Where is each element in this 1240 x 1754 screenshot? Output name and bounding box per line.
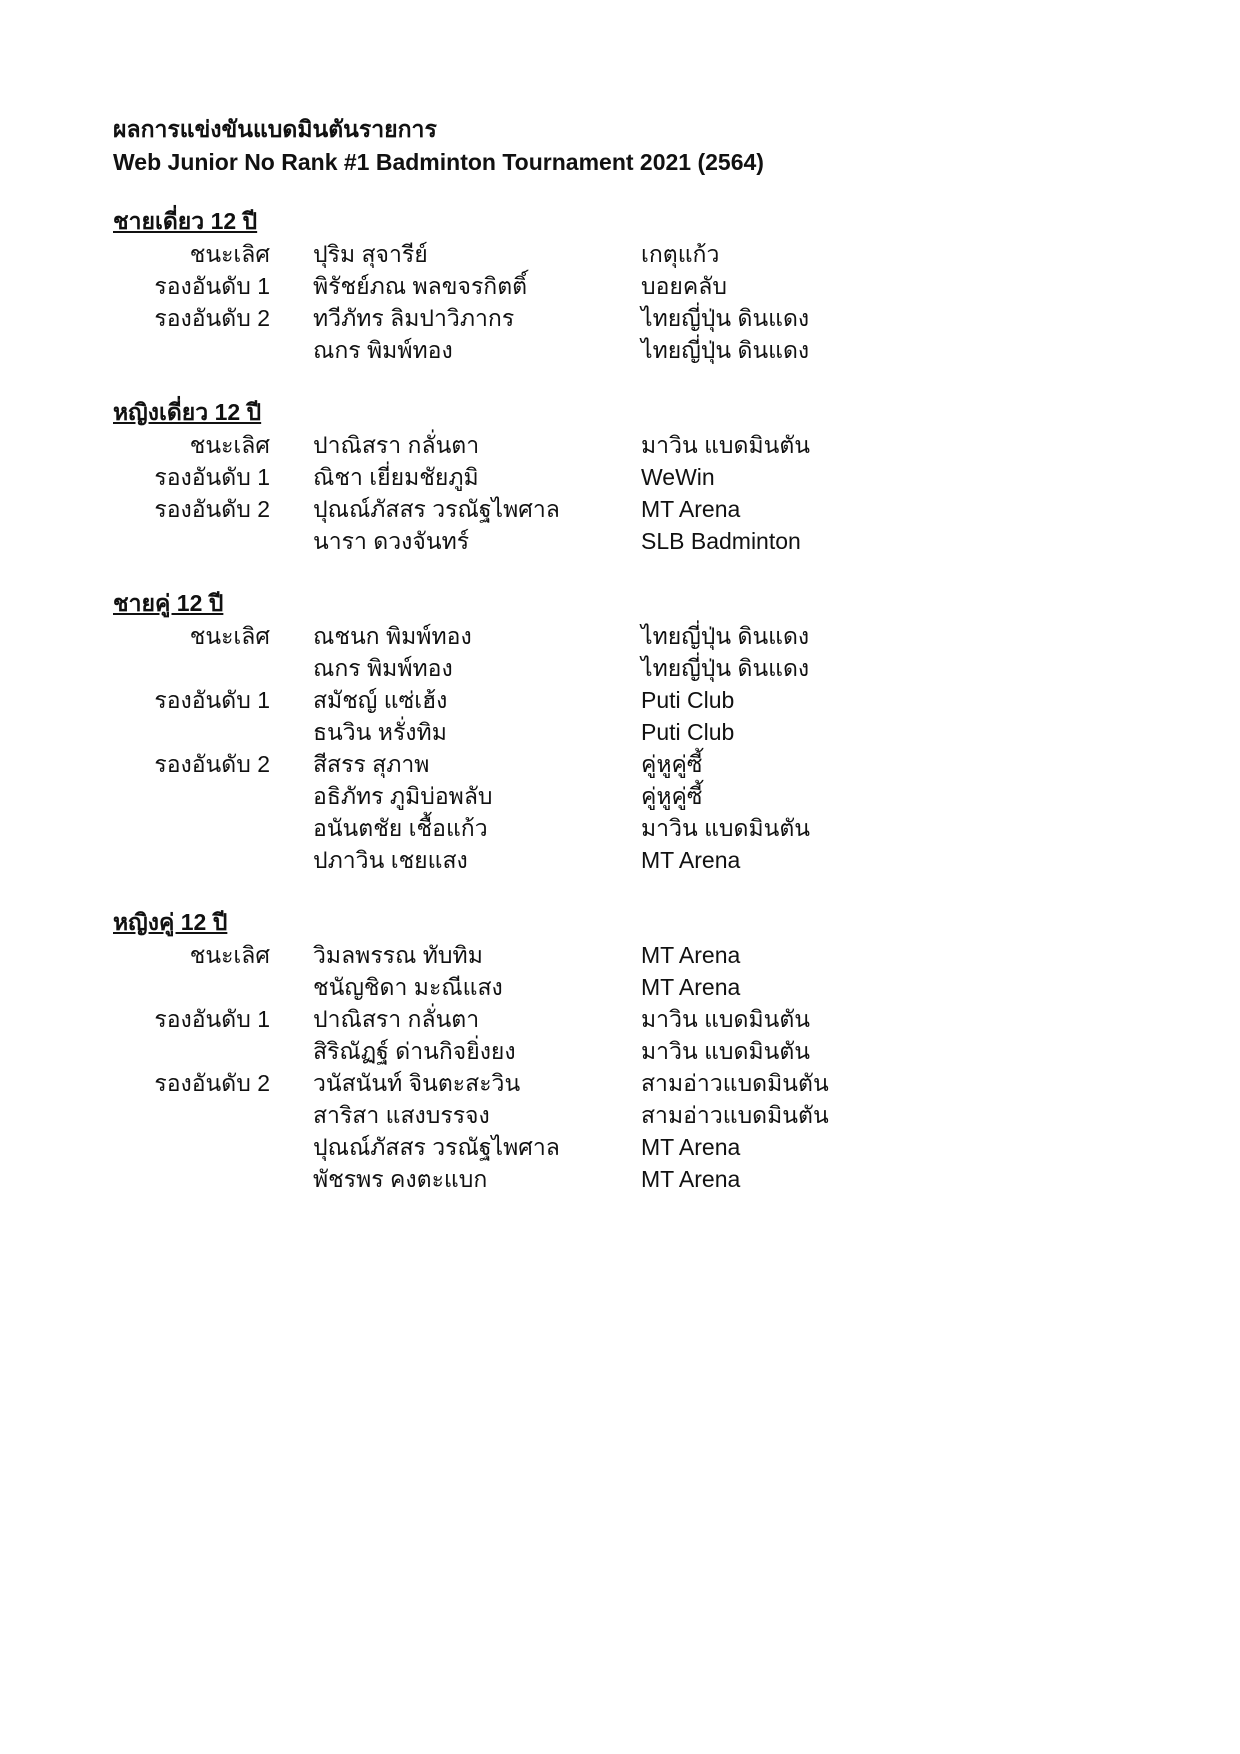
player-name: อธิภัทร ภูมิบ่อพลับ xyxy=(313,783,493,809)
player-name: ปภาวิน เชยแสง xyxy=(313,847,468,873)
result-row xyxy=(0,971,1240,1003)
club-name: Puti Club xyxy=(641,719,735,745)
result-row xyxy=(0,270,1240,302)
rank-label: รองอันดับ 2 xyxy=(154,496,270,522)
result-row xyxy=(0,302,1240,334)
result-row xyxy=(0,939,1240,971)
result-row xyxy=(0,1131,1240,1163)
club-name: ไทยญี่ปุ่น ดินแดง xyxy=(641,655,810,681)
club-name: เกตุแก้ว xyxy=(641,241,720,267)
result-row xyxy=(0,844,1240,876)
club-name: สามอ่าวแบดมินตัน xyxy=(641,1070,829,1096)
player-name: ณิชา เยี่ยมชัยภูมิ xyxy=(313,464,479,490)
club-name: MT Arena xyxy=(641,1166,741,1192)
player-name: ปุณณ์ภัสสร วรณัฐไพศาล xyxy=(313,496,560,522)
result-row xyxy=(0,461,1240,493)
rank-label: รองอันดับ 2 xyxy=(154,305,270,331)
result-row xyxy=(0,238,1240,270)
result-row xyxy=(0,1003,1240,1035)
club-name: ไทยญี่ปุ่น ดินแดง xyxy=(641,623,810,649)
club-name: คู่หูคู่ซี้ xyxy=(641,783,703,809)
rank-label: ชนะเลิศ xyxy=(189,241,270,267)
rank-label: รองอันดับ 2 xyxy=(154,751,270,777)
rank-label: รองอันดับ 1 xyxy=(154,1006,270,1032)
club-name: MT Arena xyxy=(641,847,741,873)
result-row xyxy=(0,1067,1240,1099)
club-name: ไทยญี่ปุ่น ดินแดง xyxy=(641,305,810,331)
player-name: ธนวิน หรั่งทิม xyxy=(313,719,447,745)
rank-label: รองอันดับ 2 xyxy=(154,1070,270,1096)
player-name: สาริสา แสงบรรจง xyxy=(313,1102,490,1128)
results-list xyxy=(0,429,1240,557)
club-name: มาวิน แบดมินตัน xyxy=(641,815,811,841)
player-name: นารา ดวงจันทร์ xyxy=(313,528,470,554)
results-list xyxy=(0,939,1240,1195)
player-name: ทวีภัทร ลิมปาวิภากร xyxy=(313,305,515,331)
player-name: สมัชญ์ แซ่เฮ้ง xyxy=(313,687,448,713)
result-row xyxy=(0,1163,1240,1195)
results-list xyxy=(0,620,1240,876)
club-name: มาวิน แบดมินตัน xyxy=(641,432,811,458)
player-name: ปุณณ์ภัสสร วรณัฐไพศาล xyxy=(313,1134,560,1160)
player-name: ปาณิสรา กลั่นตา xyxy=(313,1006,480,1032)
club-name: บอยคลับ xyxy=(641,273,727,299)
club-name: MT Arena xyxy=(641,1134,741,1160)
player-name: ณกร พิมพ์ทอง xyxy=(313,337,453,363)
player-name: ปาณิสรา กลั่นตา xyxy=(313,432,480,458)
section-heading: ชายเดี่ยว 12 ปี xyxy=(113,208,258,234)
player-name: อนันตชัย เชื้อแก้ว xyxy=(313,815,488,841)
result-row xyxy=(0,1035,1240,1067)
rank-label: รองอันดับ 1 xyxy=(154,464,270,490)
rank-label: รองอันดับ 1 xyxy=(154,687,270,713)
section-heading: หญิงคู่ 12 ปี xyxy=(113,909,228,935)
player-name: ณกร พิมพ์ทอง xyxy=(313,655,453,681)
club-name: MT Arena xyxy=(641,496,741,522)
result-row xyxy=(0,525,1240,557)
club-name: สามอ่าวแบดมินตัน xyxy=(641,1102,829,1128)
player-name: สิริณัฏฐ์ ด่านกิจยิ่งยง xyxy=(313,1038,516,1064)
section-heading: ชายคู่ 12 ปี xyxy=(113,590,224,616)
player-name: สีสรร สุภาพ xyxy=(313,751,430,777)
section-heading: หญิงเดี่ยว 12 ปี xyxy=(113,399,262,425)
club-name: คู่หูคู่ซี้ xyxy=(641,751,703,777)
rank-label: ชนะเลิศ xyxy=(189,942,270,968)
player-name: ปุริม สุจารีย์ xyxy=(313,241,428,267)
club-name: ไทยญี่ปุ่น ดินแดง xyxy=(641,337,810,363)
result-row xyxy=(0,1099,1240,1131)
player-name: ชนัญชิดา มะณีแสง xyxy=(313,974,503,1000)
result-row xyxy=(0,748,1240,780)
rank-label: ชนะเลิศ xyxy=(189,432,270,458)
results-list xyxy=(0,238,1240,366)
club-name: MT Arena xyxy=(641,974,741,1000)
document-title-thai: ผลการแข่งขันแบดมินตันรายการ xyxy=(113,116,437,142)
result-row xyxy=(0,812,1240,844)
player-name: พัชรพร คงตะแบก xyxy=(313,1166,488,1192)
result-row xyxy=(0,620,1240,652)
club-name: มาวิน แบดมินตัน xyxy=(641,1038,811,1064)
club-name: MT Arena xyxy=(641,942,741,968)
document-title-english: Web Junior No Rank #1 Badminton Tournament 2021 (2564) xyxy=(113,149,764,175)
club-name: SLB Badminton xyxy=(641,528,801,554)
player-name: วิมลพรรณ ทับทิม xyxy=(313,942,483,968)
rank-label: ชนะเลิศ xyxy=(189,623,270,649)
player-name: พิรัชย์ภณ พลขจรกิตติ์ xyxy=(313,273,528,299)
result-row xyxy=(0,780,1240,812)
player-name: วนัสนันท์ จินตะสะวิน xyxy=(313,1070,521,1096)
club-name: WeWin xyxy=(641,464,715,490)
result-row xyxy=(0,716,1240,748)
result-row xyxy=(0,429,1240,461)
result-row xyxy=(0,493,1240,525)
club-name: มาวิน แบดมินตัน xyxy=(641,1006,811,1032)
rank-label: รองอันดับ 1 xyxy=(154,273,270,299)
result-row xyxy=(0,684,1240,716)
result-row xyxy=(0,334,1240,366)
result-row xyxy=(0,652,1240,684)
club-name: Puti Club xyxy=(641,687,735,713)
player-name: ณชนก พิมพ์ทอง xyxy=(313,623,472,649)
